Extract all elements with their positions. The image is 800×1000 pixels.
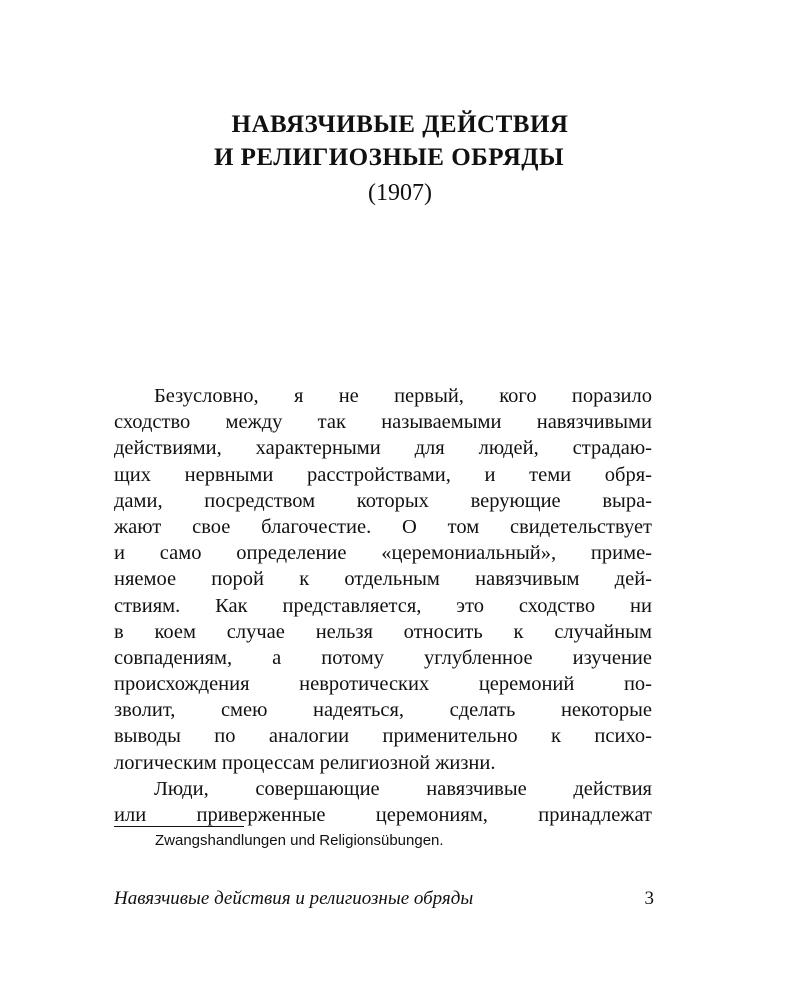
- chapter-title-line-1: НАВЯЗЧИВЫЕ ДЕЙСТВИЯ: [231, 111, 569, 138]
- body-line: выводы по аналогии применительно к психо-: [114, 725, 652, 748]
- body-line: сходство между так называемыми навязчивыми: [114, 411, 652, 434]
- body-line: зволит, смею надеяться, сделать некоторые: [114, 699, 652, 722]
- running-footer-title: Навязчивые действия и религиозные обряды: [114, 888, 474, 909]
- body-line: и само определение «церемониальный», приме-: [114, 542, 652, 565]
- chapter-heading: [0, 108, 800, 208]
- body-line: щих нервными расстройствами, и теми обря-: [114, 463, 652, 486]
- body-line: или приверженные церемониям, принадлежат: [114, 804, 652, 826]
- body-line: в коем случае нельзя относить к случайным: [114, 620, 652, 643]
- footnote: Zwangshandlungen und Religionsübungen.: [155, 832, 444, 849]
- chapter-title-line-2: И РЕЛИГИОЗНЫЕ ОБРЯДЫ: [213, 144, 565, 171]
- body-line: жают свое благочестие. О том свидетельствует: [114, 515, 652, 538]
- body-line: Люди, совершающие навязчивые действия: [154, 777, 652, 800]
- footnote-divider: [114, 826, 244, 827]
- body-line: логическим процессам религиозной жизни.: [114, 751, 496, 774]
- body-line: дами, посредством которых верующие выра-: [114, 489, 652, 512]
- body-line: происхождения невротических церемоний по-: [114, 673, 652, 696]
- chapter-year: (1907): [368, 180, 432, 206]
- body-line: действиями, характерными для людей, страдаю-: [114, 437, 652, 460]
- body-line: совпадениям, а потому углубленное изучение: [114, 646, 652, 669]
- body-line: ствиям. Как представляется, это сходство ни: [114, 594, 652, 617]
- body-line: Безусловно, я не первый, кого поразило: [154, 385, 652, 407]
- page-number: 3: [644, 888, 654, 909]
- body-text: [114, 383, 652, 828]
- body-line: няемое порой к отдельным навязчивым дей-: [114, 568, 652, 591]
